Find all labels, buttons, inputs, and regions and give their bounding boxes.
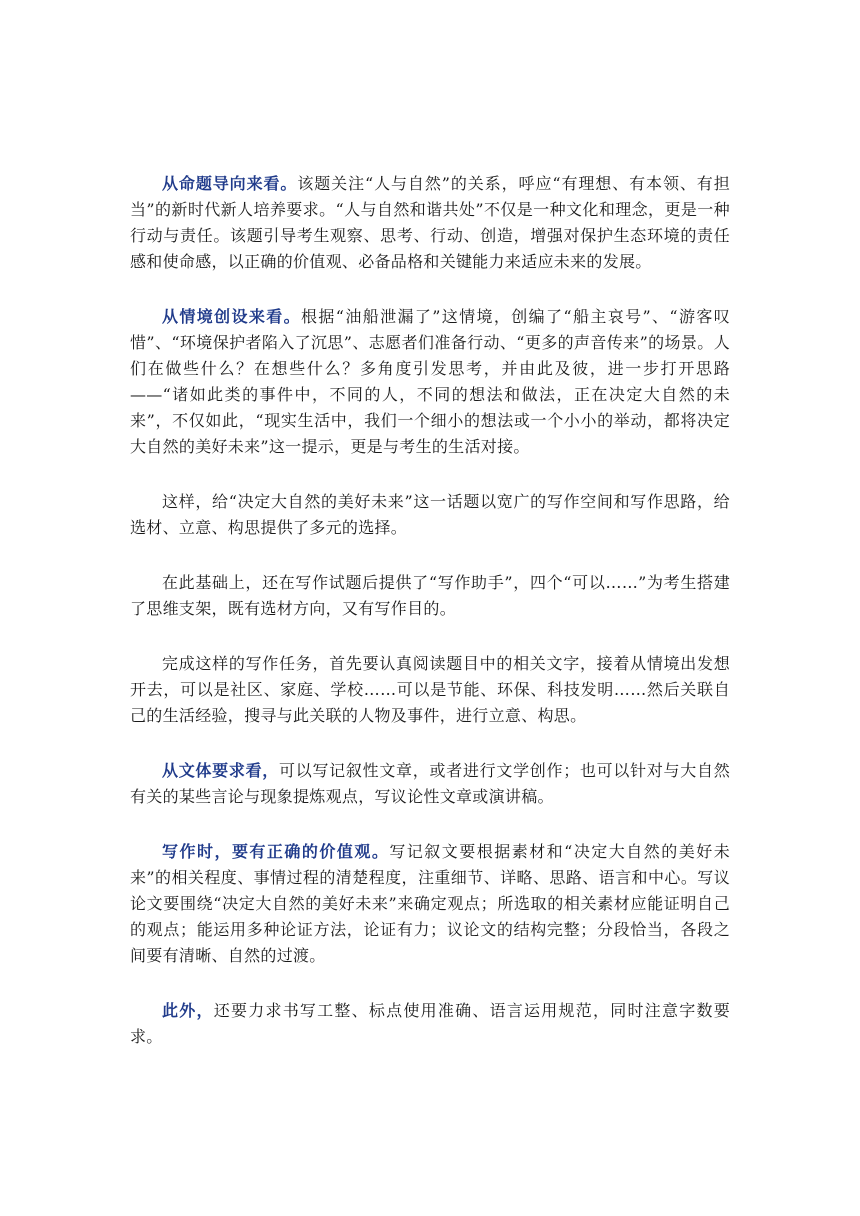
- paragraph-writing-space: [130, 489, 730, 541]
- paragraph-proposition: [130, 171, 730, 275]
- paragraph-text: 可以写记叙性文章，或者进行文学创作；也可以针对与大自然有关的某些言论与现象提炼观点，写议论性文章或演讲稿。: [130, 761, 730, 806]
- paragraph-text: 写记叙文要根据素材和“决定大自然的美好未来”的相关程度、事情过程的清楚程度，注重细节、详略、思路、语言和中心。写议论文要围绕“决定大自然的美好未来”来确定观点；所选取的相关素材应能证明自己的观点；能运用多种论证方法，论证有力；议论文的结构完整；分段恰当，各段之间要有清晰、自然的过渡。: [130, 842, 730, 965]
- document-body: [130, 171, 730, 1079]
- paragraph-lead: 从命题导向来看。: [162, 174, 298, 193]
- paragraph-text: 这样，给“决定大自然的美好未来”这一话题以宽广的写作空间和写作思路，给选材、立意、构思提供了多元的选择。: [130, 492, 730, 537]
- paragraph-text: 完成这样的写作任务，首先要认真阅读题目中的相关文字，接着从情境出发想开去，可以是社区、家庭、学校……可以是节能、环保、科技发明……然后关联自己的生活经验，搜寻与此关联的人物及事件，进行立意、构思。: [130, 654, 730, 725]
- paragraph-situation: [130, 304, 730, 460]
- paragraph-genre: [130, 758, 730, 810]
- paragraph-lead: 从文体要求看，: [162, 761, 280, 780]
- paragraph-text: 还要力求书写工整、标点使用准确、语言运用规范，同时注意字数要求。: [130, 1001, 730, 1046]
- paragraph-additional: [130, 998, 730, 1050]
- paragraph-task: [130, 651, 730, 729]
- paragraph-lead: 此外，: [162, 1001, 214, 1020]
- paragraph-text: 该题关注“人与自然”的关系，呼应“有理想、有本领、有担当”的新时代新人培养要求。“人与自然和谐共处”不仅是一种文化和理念，更是一种行动与责任。该题引导考生观察、思考、行动、创造，增强对保护生态环境的责任感和使命感，以正确的价值观、必备品格和关键能力来适应未来的发展。: [130, 174, 731, 271]
- paragraph-lead: 从情境创设来看。: [162, 307, 302, 326]
- paragraph-writing-assistant: [130, 570, 730, 622]
- paragraph-text: 在此基础上，还在写作试题后提供了“写作助手”，四个“可以……”为考生搭建了思维支架，既有选材方向，又有写作目的。: [130, 573, 730, 618]
- paragraph-lead: 写作时，要有正确的价值观。: [162, 842, 390, 861]
- paragraph-text: 根据“油船泄漏了”这情境，创编了“船主哀号”、“游客叹惜”、“环境保护者陷入了沉思”、志愿者们准备行动、“更多的声音传来”的场景。人们在做些什么？在想些什么？多角度引发思考，并由此及彼，进一步打开思路——“诸如此类的事件中，不同的人，不同的想法和做法，正在决定大自然的未来”，不仅如此，“现实生活中，我们一个细小的想法或一个小小的举动，都将决定大自然的美好未来”这一提示，更是与考生的生活对接。: [130, 307, 730, 456]
- paragraph-values: [130, 839, 730, 969]
